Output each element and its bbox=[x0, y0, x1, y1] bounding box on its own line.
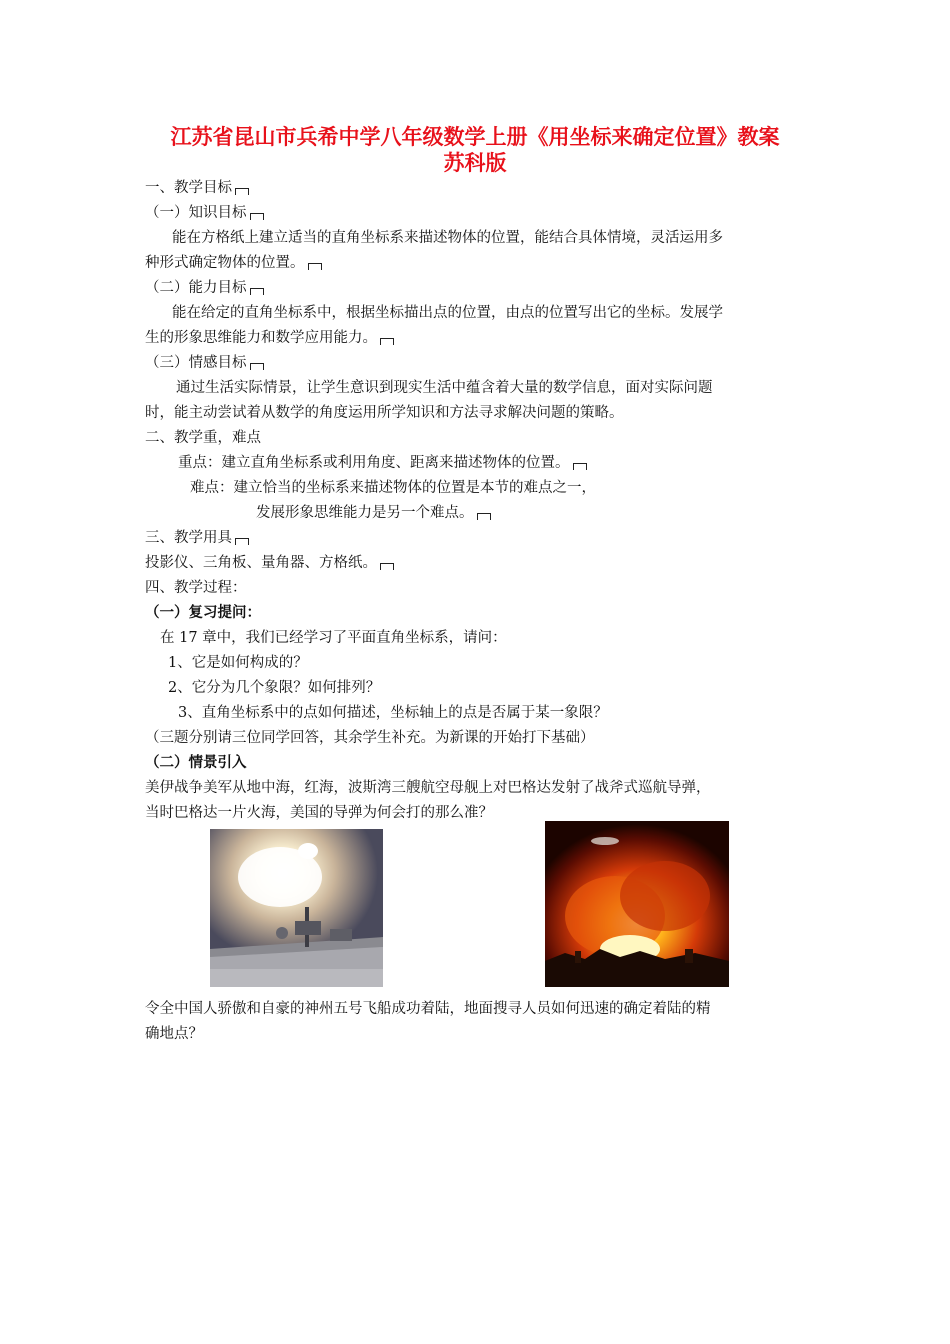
paragraph-text: 生的形象思维能力和数学应用能力。 bbox=[145, 330, 377, 346]
paragraph-line: 当时巴格达一片火海，美国的导弹为何会打的那么准？ bbox=[145, 805, 493, 821]
paragraph-line: 时，能主动尝试着从数学的角度运用所学知识和方法寻求解决问题的策略。 bbox=[145, 405, 624, 421]
question-2: 2、它分为几个象限？如何排列？ bbox=[168, 680, 381, 696]
subsection-knowledge-goals bbox=[145, 203, 264, 223]
missile-launch-photo bbox=[210, 829, 383, 987]
question-1: 1、它是如何构成的？ bbox=[168, 655, 308, 671]
question-3: 3、直角坐标系中的点如何描述，坐标轴上的点是否属于某一象限？ bbox=[178, 705, 608, 721]
difficulty-line-continued bbox=[256, 503, 491, 523]
paragraph-line: 美伊战争美军从地中海，红海，波斯湾三艘航空母舰上对巴格达发射了战斧式巡航导弹， bbox=[145, 780, 711, 796]
subsection-review-questions: （一）复习提问： bbox=[145, 605, 261, 621]
document-title-line-1: 江苏省昆山市兵希中学八年级数学上册《用坐标来确定位置》教案 bbox=[170, 125, 780, 149]
paragraph-line bbox=[145, 253, 322, 273]
paragraph-text: 发展形象思维能力是另一个难点。 bbox=[256, 505, 474, 521]
paragraph-text: 重点：建立直角坐标系或利用角度、距离来描述物体的位置。 bbox=[178, 455, 570, 471]
paragraph-mark-icon bbox=[477, 513, 491, 520]
subsection-scenario-intro: （二）情景引入 bbox=[145, 755, 247, 771]
paragraph-line: （三题分别请三位同学回答，其余学生补充。为新课的开始打下基础） bbox=[145, 730, 595, 746]
paragraph-mark-icon bbox=[380, 563, 394, 570]
tools-list bbox=[145, 553, 394, 573]
paragraph-line: 能在方格纸上建立适当的直角坐标系来描述物体的位置，能结合具体情境，灵活运用多 bbox=[172, 230, 723, 246]
section-key-points: 二、教学重，难点 bbox=[145, 430, 261, 446]
paragraph-line bbox=[145, 328, 394, 348]
paragraph-mark-icon bbox=[380, 338, 394, 345]
paragraph-mark-icon bbox=[250, 288, 264, 295]
heading-text: （一）知识目标 bbox=[145, 205, 247, 221]
paragraph-mark-icon bbox=[235, 188, 249, 195]
section-teaching-process: 四、教学过程： bbox=[145, 580, 247, 596]
paragraph-line: 确地点？ bbox=[145, 1026, 203, 1042]
paragraph-line: 在 17 章中，我们已经学习了平面直角坐标系，请问： bbox=[160, 630, 507, 646]
subsection-emotion-goals bbox=[145, 353, 264, 373]
paragraph-text: 投影仪、三角板、量角器、方格纸。 bbox=[145, 555, 377, 571]
paragraph-mark-icon bbox=[250, 213, 264, 220]
difficulty-line: 难点：建立恰当的坐标系来描述物体的位置是本节的难点之一， bbox=[190, 480, 596, 496]
key-point-line bbox=[178, 453, 587, 473]
heading-text: （三）情感目标 bbox=[145, 355, 247, 371]
subsection-ability-goals bbox=[145, 278, 264, 298]
paragraph-mark-icon bbox=[573, 463, 587, 470]
section-teaching-tools bbox=[145, 528, 249, 548]
heading-text: 三、教学用具 bbox=[145, 530, 232, 546]
heading-text: （二）能力目标 bbox=[145, 280, 247, 296]
paragraph-mark-icon bbox=[235, 538, 249, 545]
baghdad-fire-photo bbox=[545, 821, 729, 987]
paragraph-text: 种形式确定物体的位置。 bbox=[145, 255, 305, 271]
paragraph-line: 令全中国人骄傲和自豪的神州五号飞船成功着陆，地面搜寻人员如何迅速的确定着陆的精 bbox=[145, 1001, 711, 1017]
paragraph-mark-icon bbox=[308, 263, 322, 270]
document-title-line-2: 苏科版 bbox=[443, 151, 507, 175]
section-teaching-goals bbox=[145, 178, 249, 198]
heading-text: 一、教学目标 bbox=[145, 180, 232, 196]
paragraph-mark-icon bbox=[250, 363, 264, 370]
paragraph-line: 能在给定的直角坐标系中，根据坐标描出点的位置，由点的位置写出它的坐标。发展学 bbox=[172, 305, 723, 321]
paragraph-line: 通过生活实际情景，让学生意识到现实生活中蕴含着大量的数学信息，面对实际问题 bbox=[176, 380, 713, 396]
